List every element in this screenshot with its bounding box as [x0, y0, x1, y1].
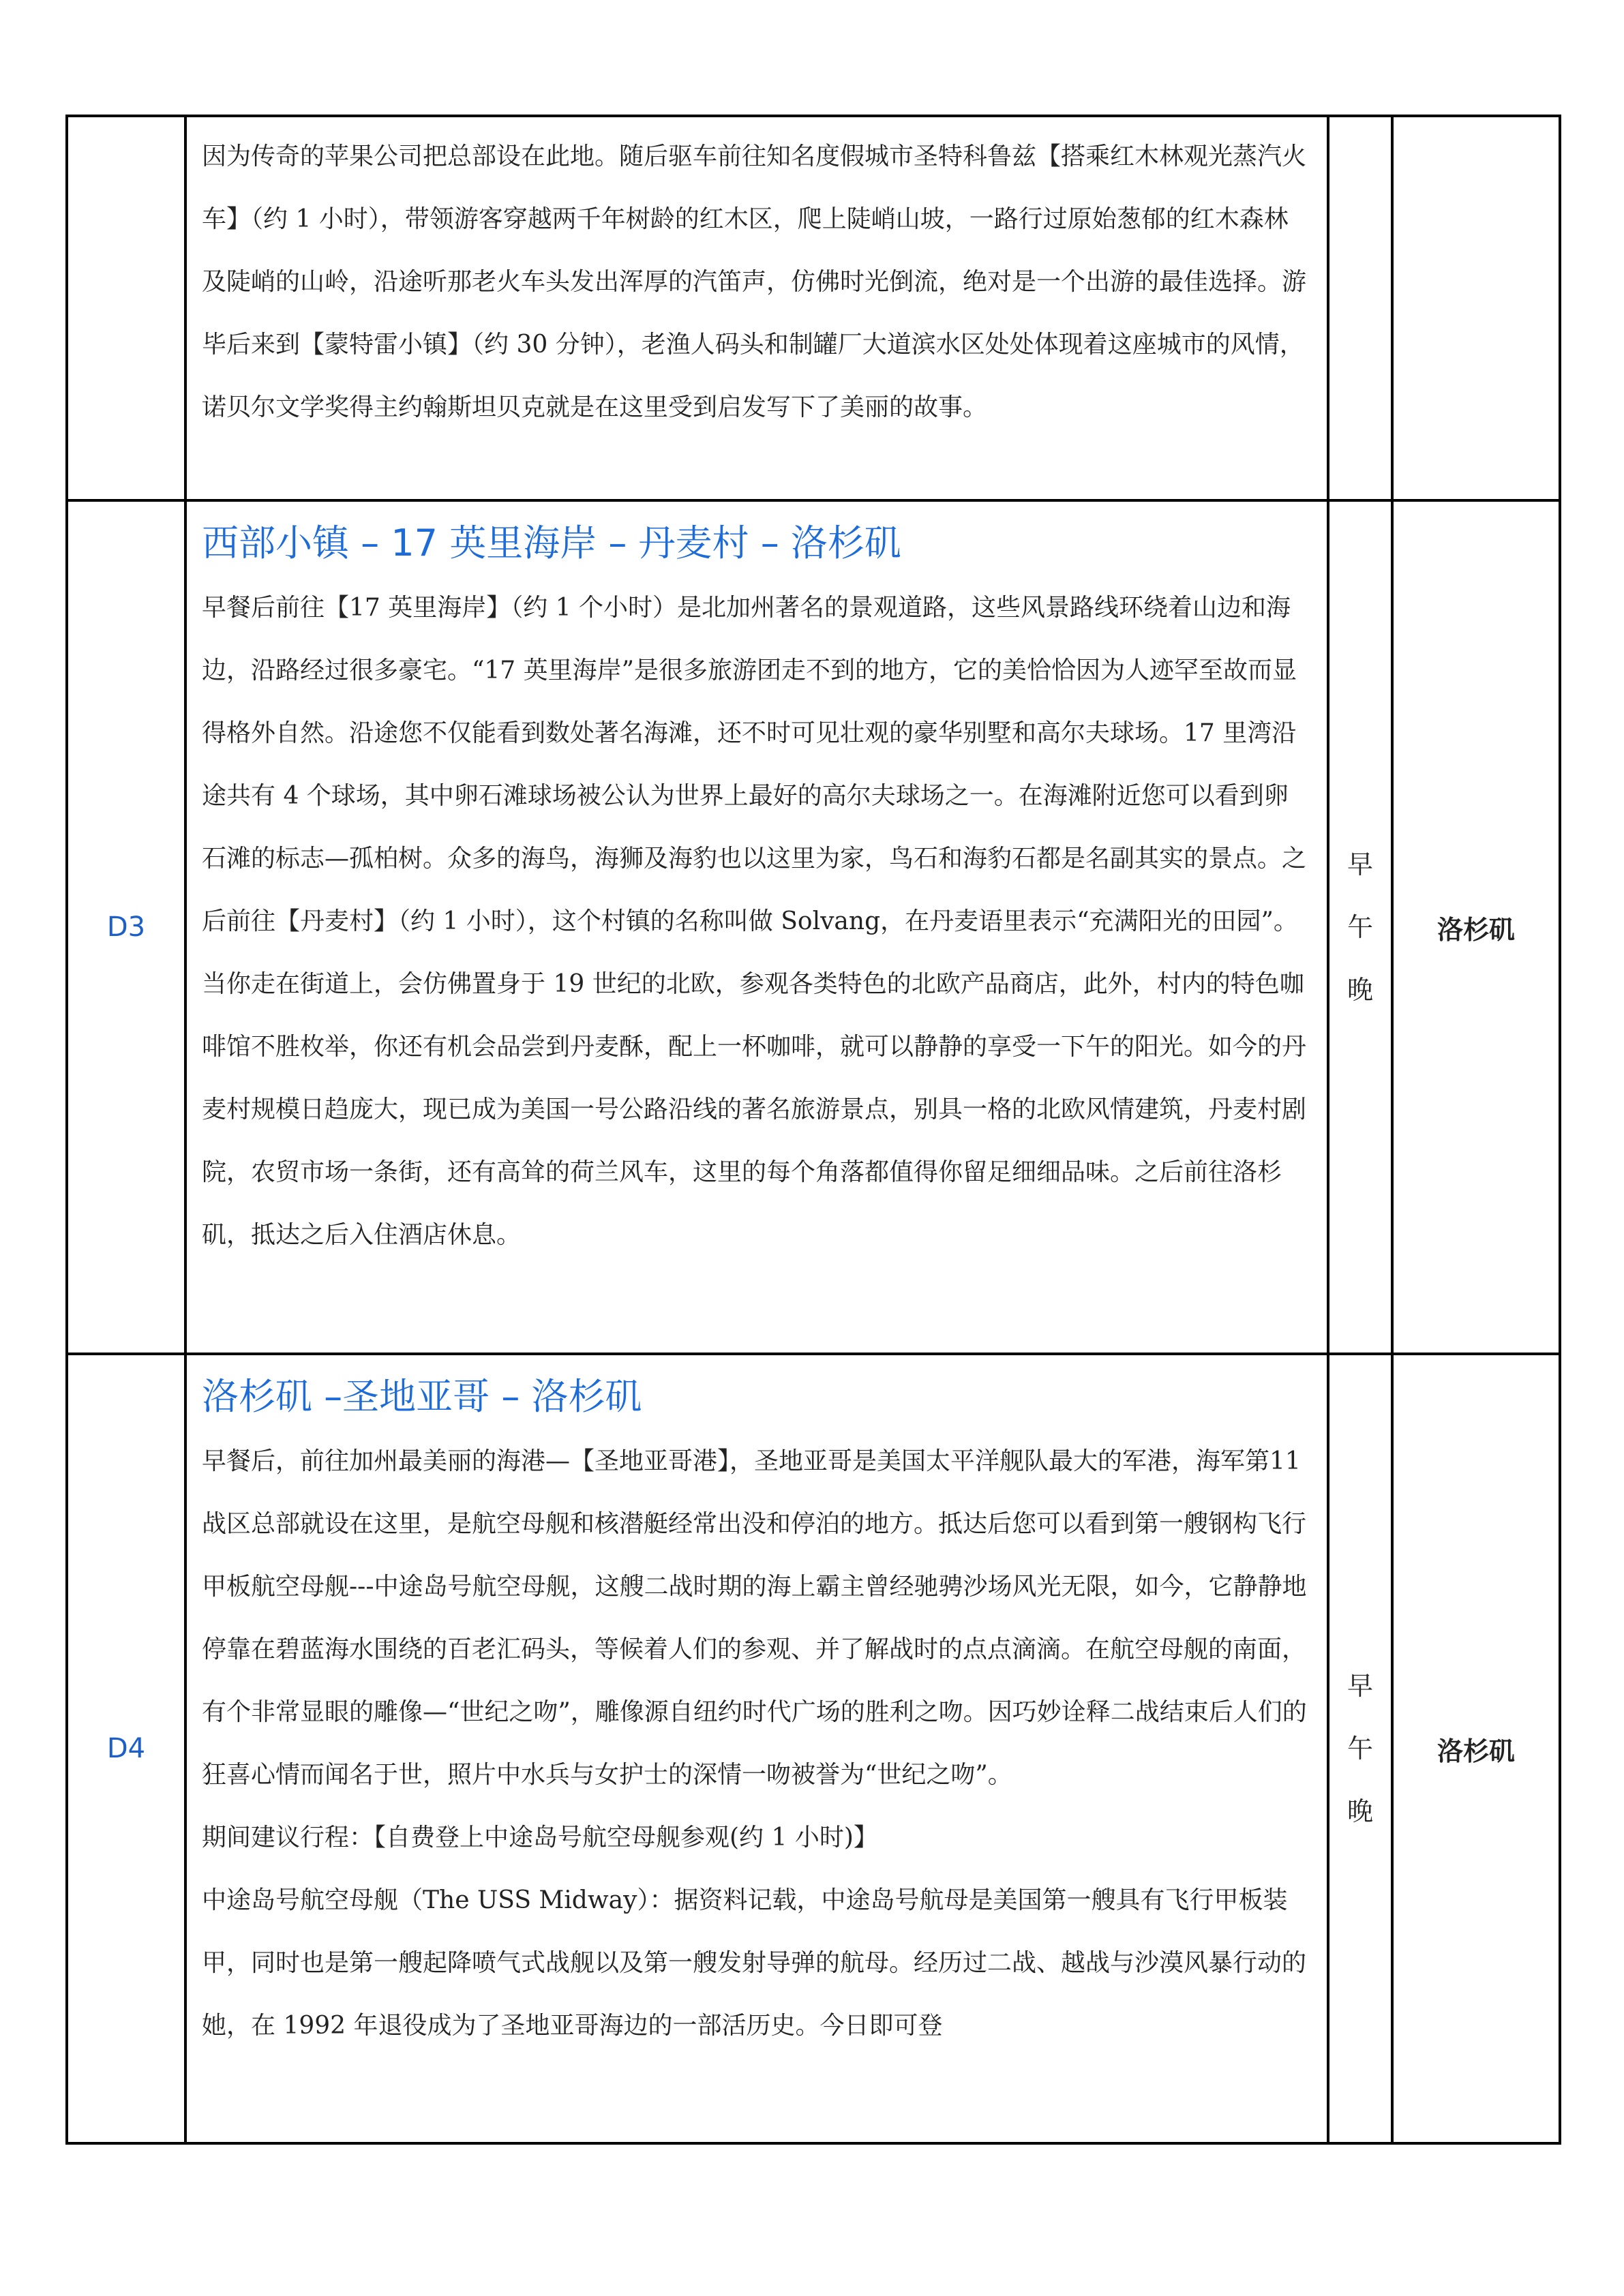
day-label: D4 — [106, 1733, 146, 1764]
itinerary-paragraph: 早餐后前往【17 英里海岸】（约 1 个小时）是北加州著名的景观道路，这些风景路线环绕着山边和海边，沿路经过很多豪宅。“17 英里海岸”是很多旅游团走不到的地方，它的美恰恰因为人迹罕至故而显得格外自然。沿途您不仅能看到数处著名海滩，还不时可见壮观的豪华别墅和高尔夫球场。17 里湾沿途共有 4 个球场，其中卵石滩球场被公认为世界上最好的高尔夫球场之一。在海滩附近您可以看到卵石滩的标志—孤柏树。众多的海鸟，海狮及海豹也以这里为家，鸟石和海豹石都是名副其实的景点。之后前往【丹麦村】（约 1 小时），这个村镇的名称叫做 Solvang，在丹麦语里表示“充满阳光的田园”。当你走在街道上，会仿佛置身于 19 世纪的北欧，参观各类特色的北欧产品商店，此外，村内的特色咖啡馆不胜枚举，你还有机会品尝到丹麦酥，配上一杯咖啡，就可以静静的享受一下午的阳光。如今的丹麦村规模日趋庞大，现已成为美国一号公路沿线的著名旅游景点，别具一格的北欧风情建筑，丹麦村剧院，农贸市场一条街，还有高耸的荷兰风车，这里的每个角落都值得你留足细细品味。之后前往洛杉矶，抵达之后入住酒店休息。 — [202, 594, 1307, 1249]
itinerary-description — [185, 116, 1328, 500]
meal-dinner: 晚 — [1347, 1796, 1373, 1826]
itinerary-row-d3 — [67, 500, 1560, 1354]
day-cell — [67, 116, 185, 500]
itinerary-description — [185, 500, 1328, 1354]
itinerary-table — [65, 115, 1561, 2145]
itinerary-paragraph: 早餐后，前往加州最美丽的海港—【圣地亚哥港】，圣地亚哥是美国太平洋舰队最大的军港，海军第11战区总部就设在这里，是航空母舰和核潜艇经常出没和停泊的地方。抵达后您可以看到第一艘钢构飞行甲板航空母舰---中途岛号航空母舰，这艘二战时期的海上霸主曾经驰骋沙场风光无限，如今，它静静地停靠在碧蓝海水围绕的百老汇码头，等候着人们的参观、并了解战时的点点滴滴。在航空母舰的南面，有个非常显眼的雕像—“世纪之吻”，雕像源自纽约时代广场的胜利之吻。因巧妙诠释二战结束后人们的狂喜心情而闻名于世，照片中水兵与女护士的深情一吻被誉为“世纪之吻”。 — [202, 1447, 1307, 1789]
meal-dinner: 晚 — [1347, 975, 1373, 1005]
hotel-cell — [1392, 1354, 1560, 2143]
suggested-itinerary-note: 期间建议行程：【自费登上中途岛号航空母舰参观(约 1 小时)】 — [202, 1824, 878, 1852]
meal-breakfast: 早 — [1347, 1671, 1373, 1701]
meal-lunch: 午 — [1347, 1734, 1373, 1764]
itinerary-paragraph: 因为传奇的苹果公司把总部设在此地。随后驱车前往知名度假城市圣特科鲁兹【搭乘红木林观光蒸汽火车】（约 1 小时），带领游客穿越两千年树龄的红木区，爬上陡峭山坡，一路行过原始葱郁的红木森林及陡峭的山岭，沿途听那老火车头发出浑厚的汽笛声，仿佛时光倒流，绝对是一个出游的最佳选择。游毕后来到【蒙特雷小镇】（约 30 分钟），老渔人码头和制罐厂大道滨水区处处体现着这座城市的风情，诺贝尔文学奖得主约翰斯坦贝克就是在这里受到启发写下了美丽的故事。 — [202, 142, 1307, 421]
itinerary-row-d4 — [67, 1354, 1560, 2143]
itinerary-row-continued — [67, 116, 1560, 500]
day-cell — [67, 500, 185, 1354]
hotel-cell — [1392, 116, 1560, 500]
hotel-cell — [1392, 500, 1560, 1354]
day-route-title: 洛杉矶 –圣地亚哥 – 洛杉矶 — [202, 1375, 642, 1418]
itinerary-paragraph: 中途岛号航空母舰（The USS Midway）：据资料记载，中途岛号航母是美国第一艘具有飞行甲板装甲，同时也是第一艘起降喷气式战舰以及第一艘发射导弹的航母。经历过二战、越战与沙漠风暴行动的她，在 1992 年退役成为了圣地亚哥海边的一部活历史。今日即可登 — [202, 1886, 1307, 2040]
hotel-label: 洛杉矶 — [1437, 914, 1515, 945]
day-cell — [67, 1354, 185, 2143]
hotel-label: 洛杉矶 — [1437, 1736, 1515, 1766]
meals-cell — [1328, 116, 1392, 500]
meal-breakfast: 早 — [1347, 849, 1373, 879]
day-route-title: 西部小镇 – 17 英里海岸 – 丹麦村 – 洛杉矶 — [202, 522, 901, 564]
day-label: D3 — [106, 911, 146, 943]
meal-lunch: 午 — [1347, 912, 1373, 942]
meals-cell — [1328, 500, 1392, 1354]
meals-cell — [1328, 1354, 1392, 2143]
itinerary-description — [185, 1354, 1328, 2143]
